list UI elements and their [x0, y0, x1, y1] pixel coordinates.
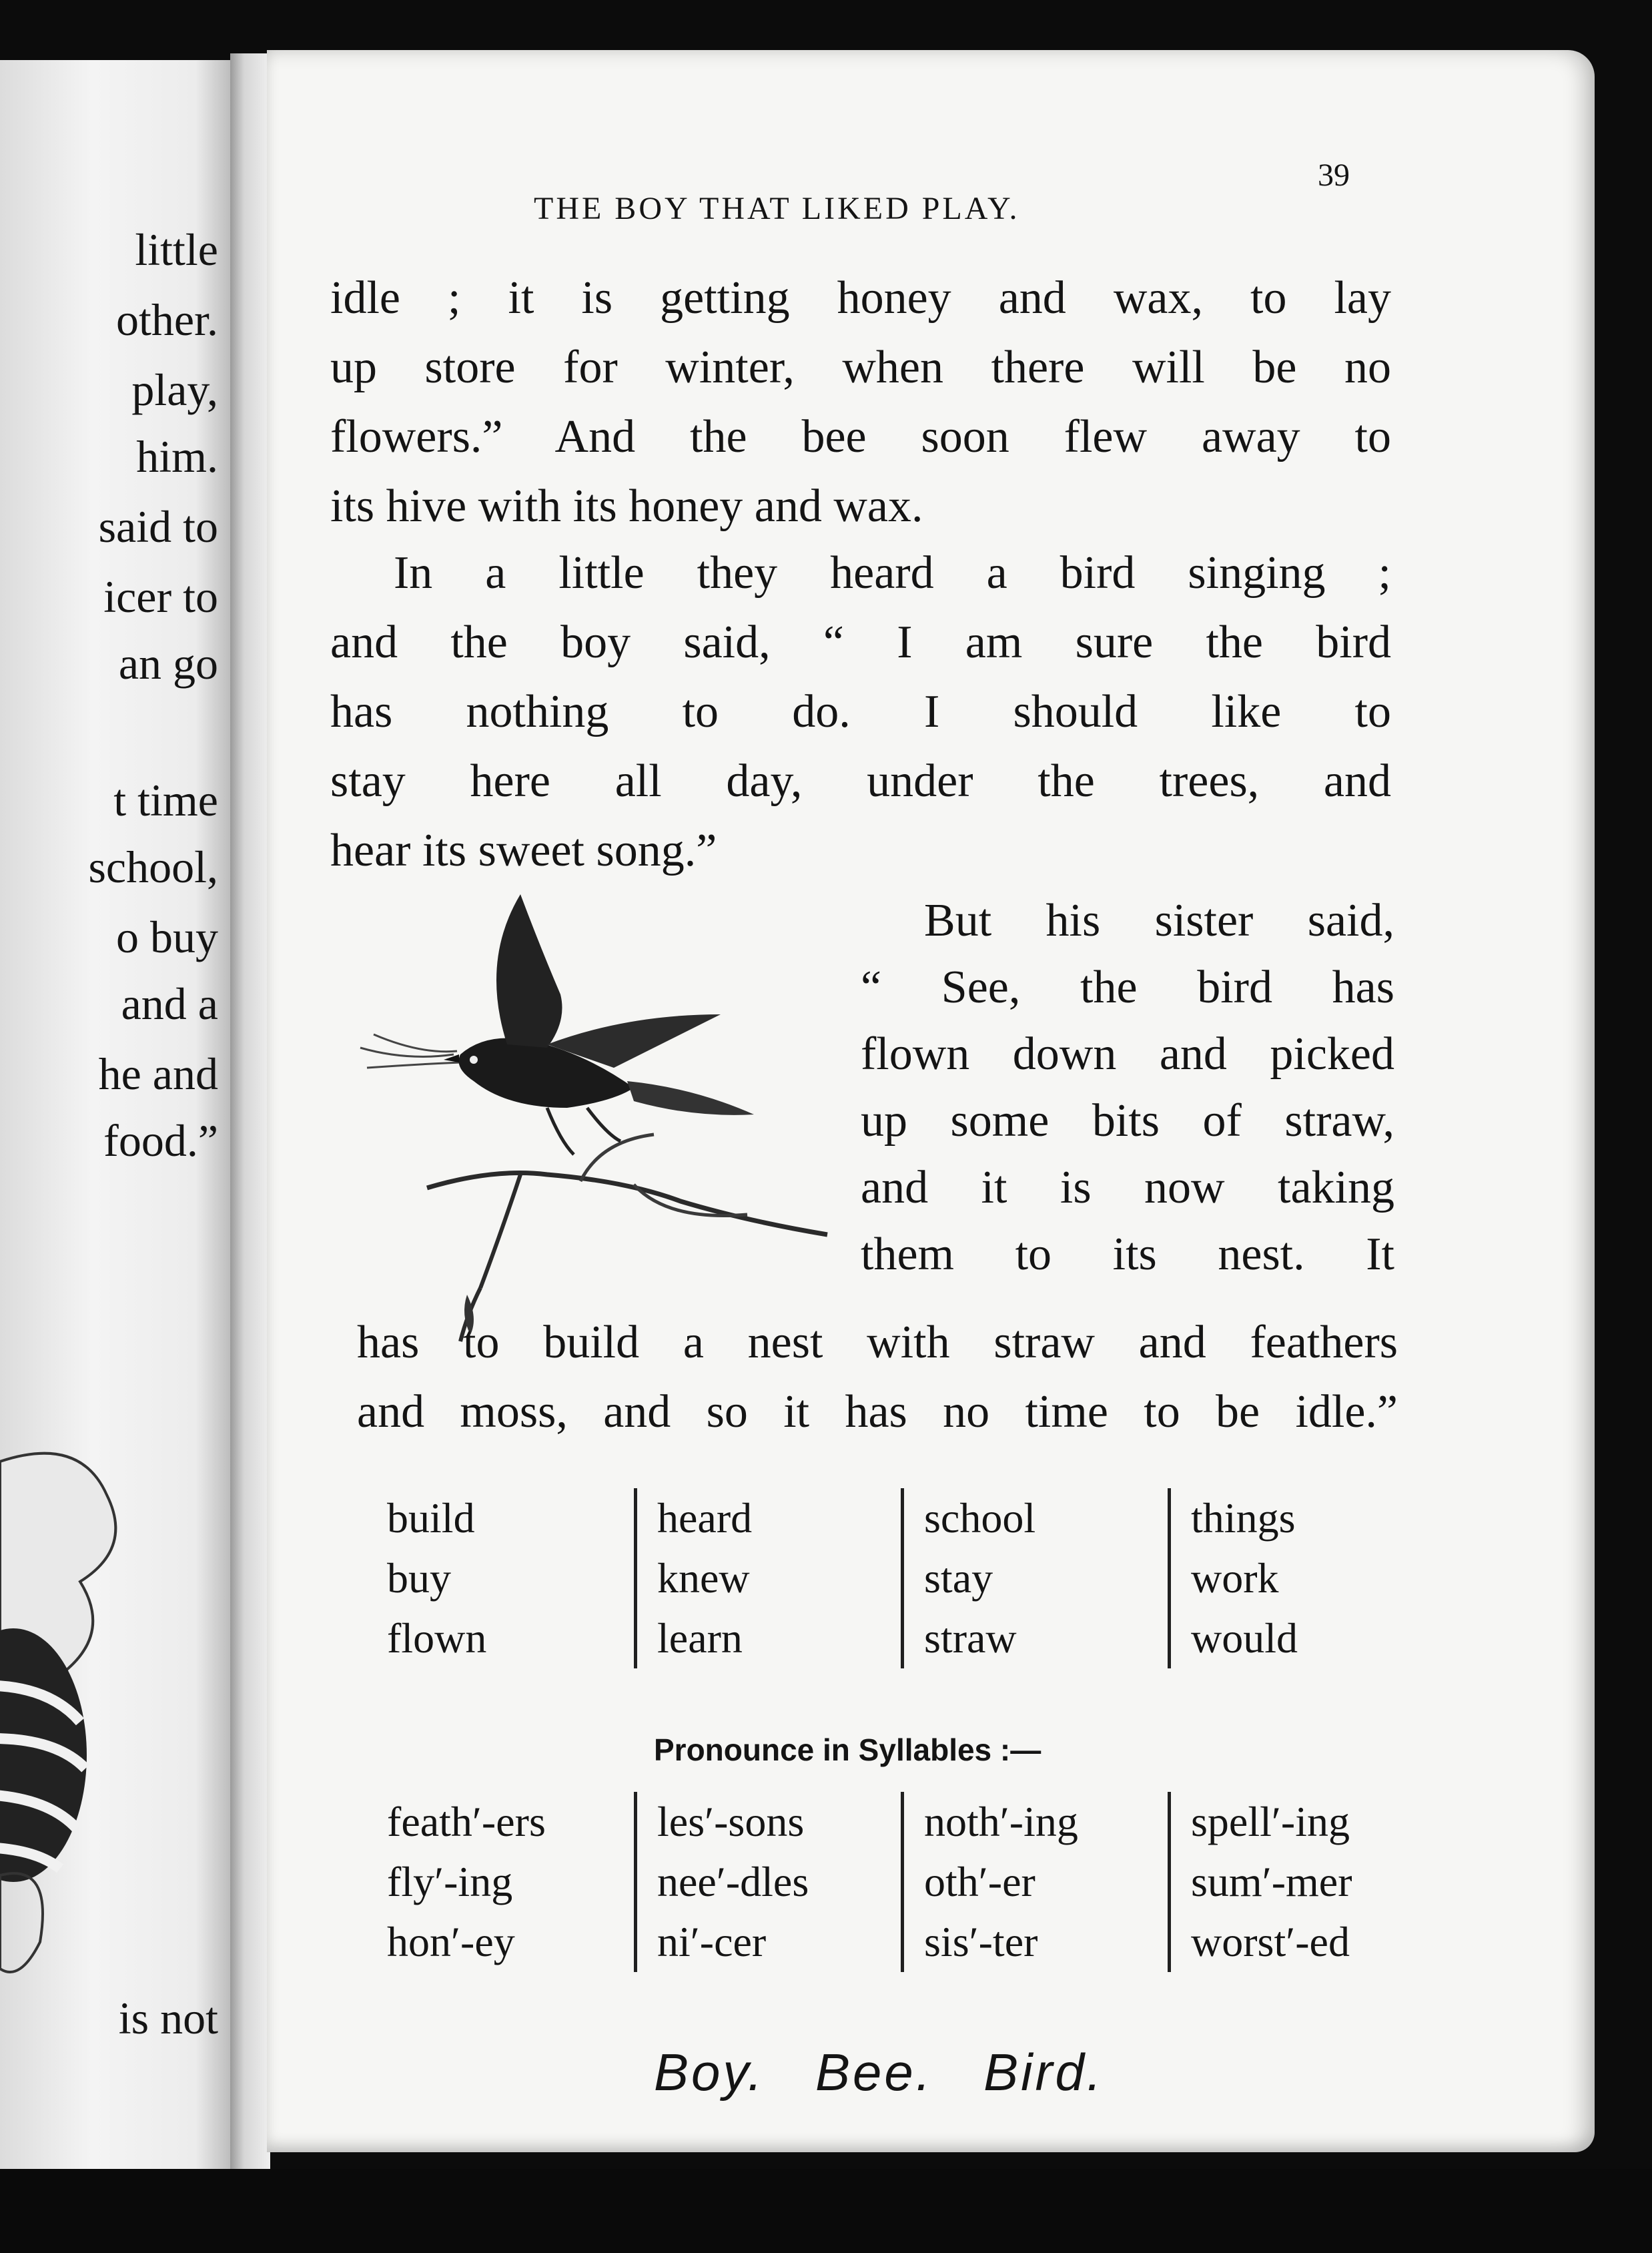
text-line: them to its nest. It	[861, 1229, 1394, 1280]
text-line: But his sister said,	[924, 895, 1394, 946]
left-line: he and	[98, 1048, 218, 1099]
syllable-item: nee′-dles	[657, 1858, 809, 1905]
spelling-word-table	[367, 1488, 1434, 1668]
text-line: has to build a nest with straw and feathers	[357, 1317, 1398, 1368]
syllable-item: feath′-ers	[387, 1798, 546, 1845]
text-line: idle ; it is getting honey and wax, to lay	[330, 272, 1391, 324]
syllables-table	[367, 1792, 1434, 1972]
word-column	[367, 1488, 634, 1668]
syllable-item: spell′-ing	[1191, 1798, 1350, 1845]
word-item: work	[1191, 1554, 1279, 1602]
syllable-item: sum′-mer	[1191, 1858, 1352, 1905]
text-line: flowers.” And the bee soon flew away to	[330, 411, 1391, 462]
left-line: him.	[136, 431, 218, 482]
syllable-item: fly′-ing	[387, 1858, 513, 1905]
left-line: other.	[116, 294, 218, 345]
left-line: t time	[113, 775, 218, 826]
footer-words	[654, 2042, 1254, 2103]
footer-word: Bee.	[815, 2043, 933, 2102]
word-item: stay	[924, 1554, 993, 1602]
word-item: buy	[387, 1554, 451, 1602]
paragraph-3-beside-image	[861, 888, 1394, 1288]
left-line: icer to	[103, 571, 218, 622]
text-line: and moss, and so it has no time to be idle.”	[357, 1386, 1398, 1437]
previous-page-fragment	[0, 60, 230, 2169]
syllable-item: les′-sons	[657, 1798, 805, 1845]
text-line: and the boy said, “ I am sure the bird	[330, 617, 1391, 668]
text-line: its hive with its honey and wax.	[330, 480, 923, 532]
syllable-item: oth′-er	[924, 1858, 1036, 1905]
left-line: play,	[131, 364, 218, 415]
word-item: build	[387, 1494, 475, 1542]
word-item: things	[1191, 1494, 1296, 1542]
text-line: flown down and picked	[861, 1028, 1394, 1080]
text-line: stay here all day, under the trees, and	[330, 755, 1391, 807]
page-number: 39	[1318, 157, 1350, 193]
syllable-column	[1168, 1792, 1434, 1972]
bird-illustration	[347, 888, 854, 1355]
word-item: would	[1191, 1614, 1298, 1662]
text-line: “ See, the bird has	[861, 962, 1394, 1013]
scan-background	[0, 2169, 1652, 2253]
paragraph-1	[330, 264, 1391, 541]
text-line: In a little they heard a bird singing ;	[394, 547, 1391, 599]
left-line: an go	[118, 638, 218, 689]
left-line: and a	[121, 978, 218, 1029]
syllable-item: ni′-cer	[657, 1918, 767, 1965]
word-item: straw	[924, 1614, 1017, 1662]
word-item: flown	[387, 1614, 487, 1662]
syllables-heading: Pronounce in Syllables :—	[654, 1732, 1042, 1767]
word-item: heard	[657, 1494, 753, 1542]
syllable-column	[634, 1792, 901, 1972]
text-line: and it is now taking	[861, 1162, 1394, 1213]
word-item: learn	[657, 1614, 743, 1662]
text-line: up some bits of straw,	[861, 1095, 1394, 1147]
syllable-column	[367, 1792, 634, 1972]
left-line: o buy	[116, 912, 218, 962]
paragraph-2	[330, 539, 1391, 886]
paragraph-3-continued	[357, 1308, 1398, 1447]
book-page	[267, 50, 1595, 2152]
text-line: has nothing to do. I should like to	[330, 686, 1391, 737]
left-line: food.”	[103, 1115, 218, 1166]
footer-word: Bird.	[983, 2043, 1104, 2102]
running-head: THE BOY THAT LIKED PLAY.	[534, 191, 1020, 226]
footer-word: Boy.	[654, 2043, 765, 2102]
syllable-item: hon′-ey	[387, 1918, 515, 1965]
word-column	[901, 1488, 1168, 1668]
book-gutter	[230, 53, 270, 2182]
left-line: is not	[118, 1993, 218, 2043]
left-line: school,	[88, 842, 218, 892]
syllable-column	[901, 1792, 1168, 1972]
word-column	[634, 1488, 901, 1668]
syllable-item: sis′-ter	[924, 1918, 1038, 1965]
bee-illustration-fragment	[0, 1435, 133, 1982]
word-item: school	[924, 1494, 1036, 1542]
left-line: said to	[98, 501, 218, 552]
left-line: little	[135, 224, 218, 275]
text-line: hear its sweet song.”	[330, 825, 717, 876]
word-column	[1168, 1488, 1434, 1668]
word-item: knew	[657, 1554, 750, 1602]
syllable-item: worst′-ed	[1191, 1918, 1350, 1965]
text-line: up store for winter, when there will be no	[330, 342, 1391, 393]
syllable-item: noth′-ing	[924, 1798, 1078, 1845]
